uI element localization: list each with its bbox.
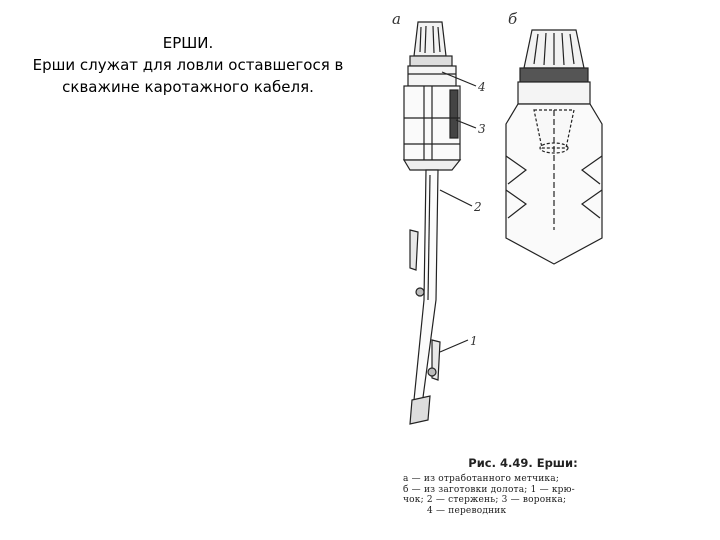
tool-b-drawing (506, 30, 602, 264)
caption-line: а — из отработанного метчика; (403, 474, 560, 484)
figure-caption (403, 456, 643, 516)
caption-line: 4 — переводник (427, 505, 507, 516)
caption-line: чок; 2 — стержень; 3 — воронка; (403, 495, 567, 505)
slide-title: ЕРШИ. (162, 34, 214, 52)
tool-a-drawing (404, 22, 476, 424)
caption-line: б — из заготовки долота; 1 — крю- (403, 484, 575, 495)
callout-3: 3 (478, 122, 486, 136)
caption-title: Рис. 4.49. Ерши: (468, 456, 578, 470)
slide-body-line-1: Ерши служат для ловли оставшегося в (32, 56, 344, 74)
callout-4: 4 (478, 80, 486, 94)
callout-2: 2 (474, 200, 482, 214)
slide-body-line-2: скважине каротажного кабеля. (62, 78, 314, 96)
figure-label-a: а (392, 10, 401, 28)
callout-1: 1 (470, 334, 478, 348)
figure-label-b: б (508, 10, 518, 28)
technical-figure (380, 0, 720, 540)
slide-text-block (18, 32, 358, 98)
